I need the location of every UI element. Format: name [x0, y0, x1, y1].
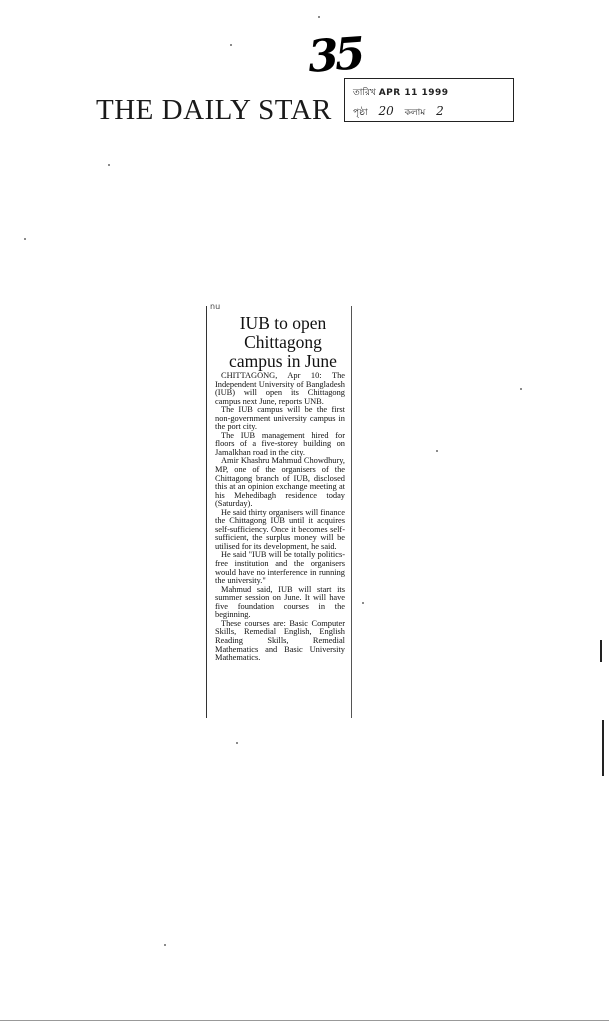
article-body	[215, 372, 345, 663]
clipping-left-edge	[206, 306, 207, 718]
article-paragraph: CHITTAGONG, Apr 10: The Independent University of Bangladesh (IUB) will open its Chittagong campus next June, reports UNB.	[215, 371, 345, 406]
scan-speck	[436, 450, 438, 452]
stamp-column-label: কলাম	[404, 108, 426, 118]
scan-speck	[164, 944, 166, 946]
scan-speck	[362, 602, 364, 604]
scan-edge-mark	[602, 720, 604, 776]
stamp-page-row	[353, 104, 452, 120]
scan-speck	[520, 388, 522, 390]
stamp-page-value: 20	[378, 104, 394, 118]
newspaper-masthead: THE DAILY STAR	[96, 94, 332, 126]
clipping-top-fragment: nu	[210, 302, 221, 311]
scan-speck	[108, 164, 110, 166]
handwritten-page-number: 35	[306, 28, 363, 83]
article-paragraph: The IUB management hired for floors of a five-storey building on Jamalkhan road in the city.	[215, 430, 345, 457]
scan-speck	[230, 44, 232, 46]
article-paragraph: Mahmud said, IUB will start its summer session on June. It will have five foundation courses in the beginning.	[215, 584, 345, 620]
stamp-column-value: 2	[436, 104, 444, 118]
scan-speck	[236, 742, 238, 744]
stamp-page-label: পৃষ্ঠা	[353, 108, 368, 118]
stamp-date-row	[353, 85, 449, 100]
scan-bottom-edge	[0, 1020, 609, 1021]
article-paragraph: Amir Khashru Mahmud Chowdhury, MP, one of the organisers of the Chittagong branch of IUB, disclosed this at an opinion exchange meeting at his Mehedibagh residence today (Saturday).	[215, 456, 345, 509]
article-paragraph: He said thirty organisers will finance the Chittagong IUB until it acquires self-sufficiency. Once it becomes self-sufficient, the surplus money will be utilised for its development, he said.	[215, 507, 345, 551]
stamp-date-label: তারিখ	[353, 88, 376, 98]
stamp-date: APR 11 1999	[378, 88, 449, 98]
archive-stamp	[344, 78, 514, 122]
clipping-right-edge	[351, 306, 352, 718]
article-paragraph: The IUB campus will be the first non-government university campus in the port city.	[215, 405, 345, 432]
article-paragraph: He said "IUB will be totally politics-free institution and the organisers would have no interference in running the university."	[215, 550, 345, 586]
scan-speck	[318, 16, 320, 18]
scan-edge-mark	[600, 640, 602, 662]
scan-speck	[24, 238, 26, 240]
news-clipping	[206, 302, 352, 718]
article-headline: IUB to open Chittagong campus in June	[229, 313, 337, 371]
article-paragraph: These courses are: Basic Computer Skills, Remedial English, English Reading Skills, Remedial Mathematics and Basic University Mathematics.	[215, 618, 345, 663]
